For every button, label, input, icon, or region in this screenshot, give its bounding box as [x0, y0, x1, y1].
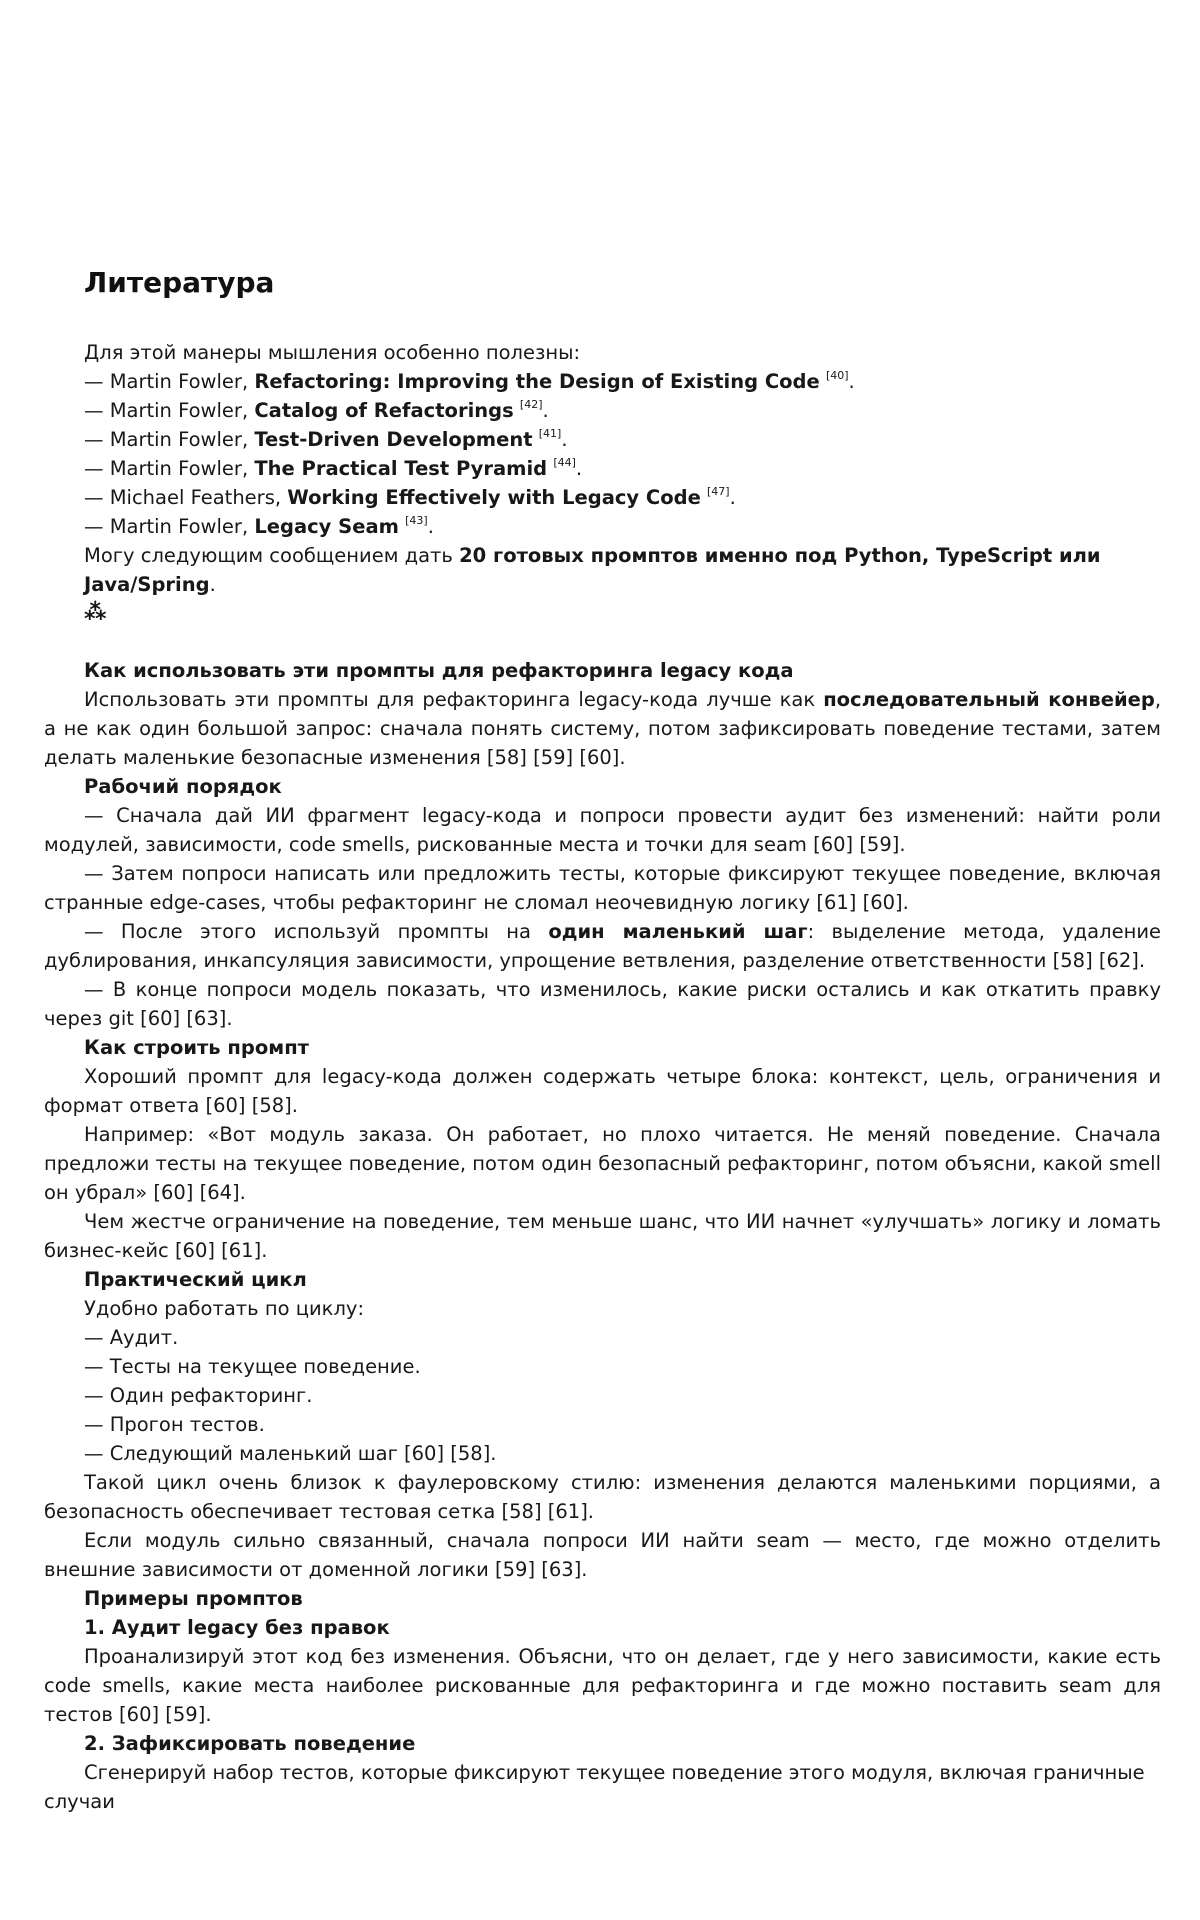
section-title: Как использовать эти промпты для рефакторинга legacy кода: [84, 659, 794, 682]
reference-author: — Michael Feathers,: [84, 486, 288, 509]
paragraph: Сгенерируй набор тестов, которые фиксируют текущее поведение этого модуля, включая граничные случаи: [44, 1761, 1145, 1813]
reference-item: — Michael Feathers, Working Effectively with Legacy Code [47].: [84, 485, 736, 509]
list-item: — Тесты на текущее поведение.: [84, 1355, 421, 1378]
reference-note: [43]: [405, 514, 428, 527]
paragraph-text: : выделение метода, удаление дублирования, инкапсуляция зависимости, упрощение ветвления, разделение ответственности [58] [62].: [44, 920, 1161, 972]
literature-offer: [84, 541, 1164, 599]
example-title: 1. Аудит legacy без правок: [84, 1616, 390, 1639]
paragraph: Проанализируй этот код без изменения. Объясни, что он делает, где у него зависимости, какие есть code smells, какие места наиболее рискованные для рефакторинга и где можно поставить seam для тестов [60] [59].: [44, 1645, 1161, 1726]
paragraph-text: — После этого используй промпты на: [84, 920, 549, 943]
literature-heading: Литература: [84, 266, 275, 299]
reference-title: Catalog of Refactorings: [254, 399, 514, 422]
subheading-prompt: Как строить промпт: [84, 1036, 309, 1059]
example-title: 2. Зафиксировать поведение: [84, 1732, 416, 1755]
reference-author: — Martin Fowler,: [84, 457, 255, 480]
reference-note: [40]: [825, 369, 849, 382]
paragraph-bold: последовательный конвейер: [823, 688, 1155, 711]
paragraph: — Затем попроси написать или предложить тесты, которые фиксируют текущее поведение, включая странные edge-cases, чтобы рефакторинг не сломал неочевидную логику [61] [60].: [44, 862, 1161, 914]
reference-note: [44]: [553, 456, 576, 469]
reference-note: [41]: [538, 427, 562, 440]
reference-title: The Practical Test Pyramid: [254, 457, 548, 480]
paragraph: [44, 917, 1161, 975]
list-item: — Прогон тестов.: [84, 1413, 265, 1436]
offer-bold: 20 готовых промптов именно под Python, TypeScript или Java/Spring: [84, 544, 1101, 596]
offer-end: .: [209, 573, 216, 596]
paragraph: [44, 685, 1161, 772]
paragraph-text: Использовать эти промпты для рефакторинга legacy-кода лучше как: [84, 688, 824, 711]
list-item: — Аудит.: [84, 1326, 179, 1349]
section-body: [44, 656, 1161, 1816]
paragraph-bold: один маленький шаг: [548, 920, 808, 943]
reference-title: Working Effectively with Legacy Code: [287, 486, 701, 509]
reference-author: — Martin Fowler,: [84, 370, 255, 393]
paragraph: Например: «Вот модуль заказа. Он работает, но плохо читается. Не меняй поведение. Сначала предложи тесты на текущее поведение, потом один безопасный рефакторинг, потом объясни, какой smell он убрал» [60] [64].: [44, 1123, 1161, 1204]
reference-title: Test-Driven Development: [254, 428, 533, 451]
reference-title: Refactoring: Improving the Design of Existing Code: [254, 370, 820, 393]
section-separator-asterism: ⁂: [84, 600, 101, 625]
paragraph: — Сначала дай ИИ фрагмент legacy-кода и попроси провести аудит без изменений: найти роли модулей, зависимости, code smells, рискованные места и точки для seam [60] [59].: [44, 804, 1161, 856]
offer-text: Могу следующим сообщением дать: [84, 544, 460, 567]
reference-author: — Martin Fowler,: [84, 428, 255, 451]
reference-item: — Martin Fowler, Legacy Seam [43].: [84, 514, 434, 538]
paragraph: Такой цикл очень близок к фаулеровскому стилю: изменения делаются маленькими порциями, а безопасность обеспечивает тестовая сетка [58] [61].: [44, 1471, 1161, 1523]
list-item: — Один рефакторинг.: [84, 1384, 313, 1407]
paragraph-text: , а не как один большой запрос: сначала понять систему, потом зафиксировать поведение тестами, затем делать маленькие безопасные изменения [58] [59] [60].: [44, 688, 1162, 769]
reference-item: — Martin Fowler, The Practical Test Pyramid [44].: [84, 456, 583, 480]
reference-item: — Martin Fowler, Catalog of Refactorings [42].: [84, 398, 549, 422]
subheading-examples: Примеры промптов: [84, 1587, 303, 1610]
paragraph: Чем жестче ограничение на поведение, тем меньше шанс, что ИИ начнет «улучшать» логику и ломать бизнес-кейс [60] [61].: [44, 1210, 1161, 1262]
reference-title: Legacy Seam: [254, 515, 399, 538]
literature-intro: Для этой манеры мышления особенно полезны:: [84, 341, 581, 364]
paragraph: Удобно работать по циклу:: [84, 1297, 365, 1320]
paragraph: Хороший промпт для legacy-кода должен содержать четыре блока: контекст, цель, ограничения и формат ответа [60] [58].: [44, 1065, 1161, 1117]
subheading-order: Рабочий порядок: [84, 775, 282, 798]
paragraph: — В конце попроси модель показать, что изменилось, какие риски остались и как откатить правку через git [60] [63].: [44, 978, 1161, 1030]
reference-author: — Martin Fowler,: [84, 399, 255, 422]
reference-note: [42]: [519, 398, 543, 411]
subheading-cycle: Практический цикл: [84, 1268, 307, 1291]
reference-author: — Martin Fowler,: [84, 515, 255, 538]
paragraph: Если модуль сильно связанный, сначала попроси ИИ найти seam — место, где можно отделить внешние зависимости от доменной логики [59] [63].: [44, 1529, 1161, 1581]
reference-item: — Martin Fowler, Test-Driven Development [41].: [84, 427, 568, 451]
reference-note: [47]: [707, 485, 730, 498]
list-item: — Следующий маленький шаг [60] [58].: [84, 1442, 497, 1465]
reference-item: — Martin Fowler, Refactoring: Improving the Design of Existing Code [40].: [84, 369, 855, 393]
literature-block: [84, 338, 1164, 599]
